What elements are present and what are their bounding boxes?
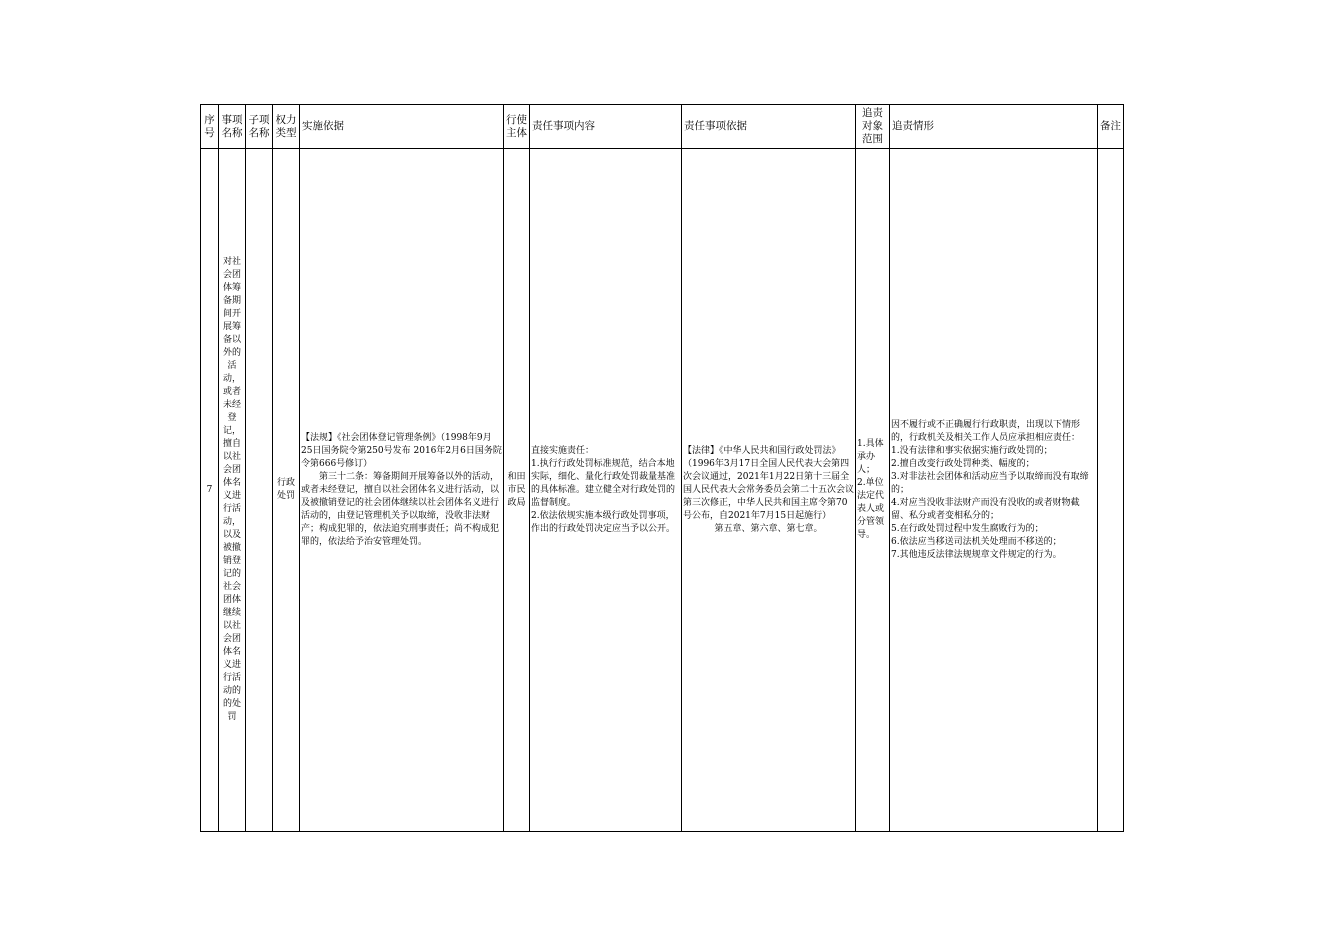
resp-content-text: 直接实施责任： 1.执行行政处罚标准规范，结合本地实际，细化、量化行政处罚裁量基准的具体标准。建立健全对行政处罚的监督制度。 2.依法依规实施本级行政处罚事项，作出的行政处罚决定应当予以公开。	[531, 445, 676, 534]
header-row	[201, 105, 1124, 149]
header-seq: 序号	[201, 105, 219, 149]
cell-seq: 7	[201, 149, 219, 832]
cell-subject: 和田市民政局	[504, 149, 530, 832]
cell-scope	[856, 149, 890, 832]
cell-resp-content	[530, 149, 682, 832]
scope-text: 1.具体承办人； 2.单位法定代表人或分管领导。	[857, 439, 885, 540]
responsibility-table	[200, 104, 1124, 832]
basis-regulation: 【法规】《社会团体登记管理条例》（1998年9月25日国务院令第250号发布 2016年2月6日国务院令第666号修订）	[301, 432, 502, 469]
cell-basis	[300, 149, 504, 832]
header-subject: 行使主体	[504, 105, 530, 149]
header-resp-basis: 责任事项依据	[682, 105, 856, 149]
header-item-name: 事项名称	[219, 105, 246, 149]
header-scope: 追责对象范围	[856, 105, 890, 149]
resp-basis-chapters: 第五章、第六章、第七章。	[714, 523, 823, 534]
header-sub-item: 子项名称	[246, 105, 273, 149]
resp-basis-law: 【法律】《中华人民共和国行政处罚法》（1996年3月17日全国人民代表大会第四次会议通过，2021年1月22日第十三届全国人民代表大会常务委员会第二十五次会议第三次修正，中华人民共和国主席令第70号公布，自2021年7月15日起施行）	[683, 445, 855, 521]
header-situation: 追责情形	[890, 105, 1098, 149]
table-row	[201, 149, 1124, 832]
cell-resp-basis	[682, 149, 856, 832]
cell-power-type: 行政处罚	[273, 149, 300, 832]
header-resp-content: 责任事项内容	[530, 105, 682, 149]
cell-item-name: 对社会团体筹备期间开展筹备以外的活动，或者未经登记，擅自以社会团体名义进行活动，以及被撤销登记的社会团体继续以社会团体名义进行活动的的处罚	[219, 149, 246, 832]
header-basis: 实施依据	[300, 105, 504, 149]
cell-situation	[890, 149, 1098, 832]
situation-text: 因不履行或不正确履行行政职责，出现以下情形的，行政机关及相关工作人员应承担相应责任： 1.没有法律和事实依据实施行政处罚的； 2.擅自改变行政处罚种类、幅度的； 3.对非法社会团体和活动应当予以取缔而没有取缔的； 4.对应当没收非法财产而没有没收的或者财物截留、私分或者变相私分的； 5.在行政处罚过程中发生腐败行为的； 6.依法应当移送司法机关处理而不移送的； 7.其他违反法律法规规章文件规定的行为。	[891, 419, 1089, 560]
cell-sub-item	[246, 149, 273, 832]
basis-article: 第三十二条：筹备期间开展筹备以外的活动，或者未经登记，擅自以社会团体名义进行活动，以及被撤销登记的社会团体继续以社会团体名义进行活动的，由登记管理机关予以取缔，没收非法财产；构成犯罪的，依法追究刑事责任；尚不构成犯罪的，依法给予治安管理处罚。	[301, 471, 500, 547]
cell-remarks	[1098, 149, 1124, 832]
header-remarks: 备注	[1098, 105, 1124, 149]
header-power-type: 权力类型	[273, 105, 300, 149]
